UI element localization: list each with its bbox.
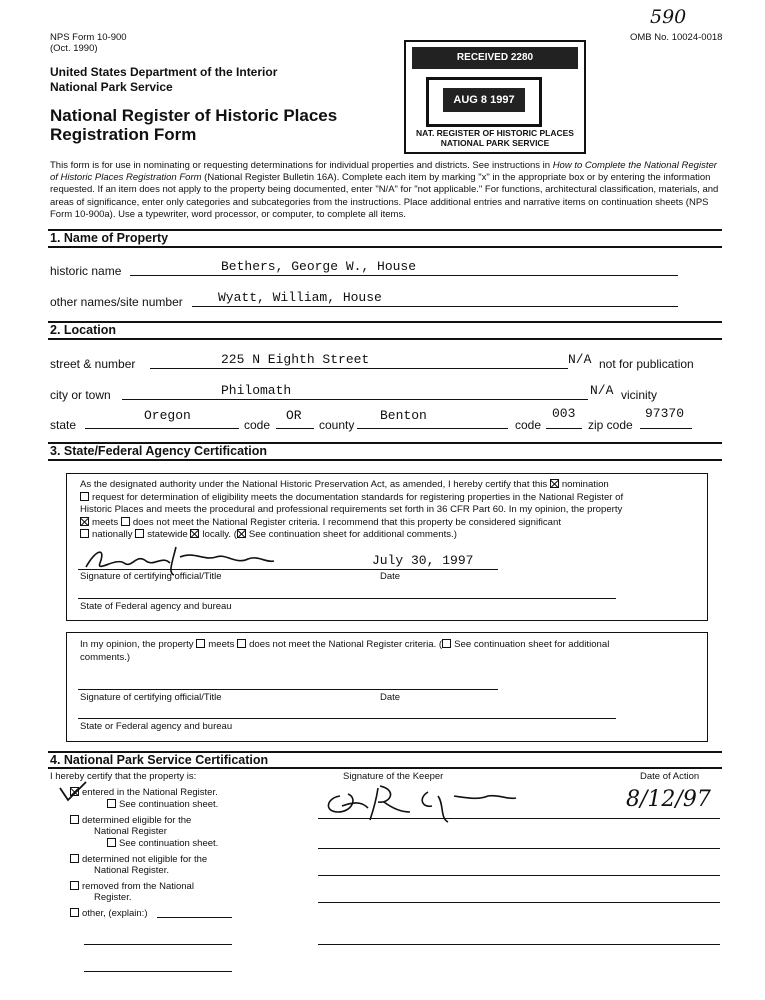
keeper-signature-label: Signature of the Keeper xyxy=(343,771,444,782)
op-agency-label: State or Federal agency and bureau xyxy=(80,721,233,732)
form-number: NPS Form 10-900 xyxy=(50,32,127,43)
keeper-line-5 xyxy=(318,944,720,945)
zip-value[interactable]: 97370 xyxy=(645,406,685,421)
cert-line3: Historic Places and meets the procedural and professional requirements set forth in 36 CFR Part 60. In my opinion, the property xyxy=(80,504,623,516)
form-title-line2: Registration Form xyxy=(50,125,197,144)
stamp-date: AUG 8 1997 xyxy=(443,88,525,112)
cert-continuation-checkbox[interactable] xyxy=(237,529,246,538)
section3-rule-bottom xyxy=(48,459,722,461)
entered-option xyxy=(70,787,218,798)
stamp-received: RECEIVED 2280 xyxy=(412,47,578,69)
cert-nomination: nomination xyxy=(561,479,609,490)
meets-checkbox[interactable] xyxy=(80,517,89,526)
eligible-continuation xyxy=(107,838,218,849)
eligible-label-1: determined eligible for the xyxy=(82,815,192,826)
intro-text-2: (National Register Bulletin 16A). Complete each item by marking "x" in the appropriate box or by entering the information requested. If an item does not apply to the property being documented, enter "N/A" for "not applicable." For functions, architectural classification, materials, and areas of significance, enter only categories and subcategories from the instructions. Place additional entries and narrative items on continuation sheets (NPS Form 10-900a). Use a typewriter, word processor, or computer, to complete all items. xyxy=(50,172,719,220)
county-line xyxy=(357,428,508,429)
form-date: (Oct. 1990) xyxy=(50,43,98,54)
eligible-checkbox[interactable] xyxy=(70,815,79,824)
cert-line2: request for determination of eligibility meets the documentation standards for registering properties in the National Register of xyxy=(92,491,624,503)
keeper-line-4 xyxy=(318,902,720,903)
cert-line1: As the designated authority under the National Historic Preservation Act, as amended, I hereby certify that this xyxy=(80,479,548,490)
section2-rule-bottom xyxy=(48,338,722,340)
county-label: county xyxy=(319,418,355,432)
not-eligible-checkbox[interactable] xyxy=(70,854,79,863)
cert-not-meets: does not meet the National Register criteria. I recommend that this property be considered significant xyxy=(132,516,562,528)
cert-statewide: statewide xyxy=(147,529,188,541)
county-code-value[interactable]: 003 xyxy=(552,406,576,421)
op-agency-line xyxy=(78,718,616,719)
omb-number: OMB No. 10024-0018 xyxy=(630,32,723,43)
intro-text-1: This form is for use in nominating or requesting determinations for individual properties and districts. See instructions in xyxy=(50,160,553,171)
cert-agency-line xyxy=(78,598,616,599)
nomination-checkbox[interactable] xyxy=(550,479,559,488)
locally-checkbox[interactable] xyxy=(190,529,199,538)
state-code-line xyxy=(276,428,314,429)
street-line xyxy=(150,368,568,369)
zip-label: zip code xyxy=(588,418,633,432)
county-code-line xyxy=(546,428,582,429)
op-not-meets: does not meet the National Register criteria. ( xyxy=(249,639,443,650)
eligible-continuation-checkbox[interactable] xyxy=(107,838,116,847)
keeper-line-1 xyxy=(318,818,720,819)
section2-rule-top xyxy=(48,321,722,323)
cert-signature-label: Signature of certifying official/Title xyxy=(80,571,222,582)
op-signature-label: Signature of certifying official/Title xyxy=(80,692,222,703)
intro-italic: How to Complete the National Register of Historic Places Registration Form xyxy=(50,160,717,184)
other-label: other, (explain:) xyxy=(82,908,148,919)
removed-label-2: Register. xyxy=(94,892,132,903)
department-name: United States Department of the Interior xyxy=(50,65,278,79)
other-names-label: other names/site number xyxy=(50,295,183,309)
entered-continuation xyxy=(107,799,218,810)
city-line xyxy=(122,399,588,400)
other-option xyxy=(70,908,147,919)
other-line-2 xyxy=(84,944,232,945)
service-name: National Park Service xyxy=(50,80,173,94)
section4-rule-bottom xyxy=(48,767,722,769)
op-meets: meets xyxy=(208,639,235,650)
cert-continuation: See continuation sheet for additional comments.) xyxy=(248,529,457,541)
cert-signature-line xyxy=(78,569,498,570)
cert-meets: meets xyxy=(92,516,119,528)
op-line2: comments.) xyxy=(80,651,131,663)
city-value[interactable]: Philomath xyxy=(221,383,292,398)
vicinity-mark[interactable]: N/A xyxy=(590,383,614,398)
county-value[interactable]: Benton xyxy=(380,408,427,423)
removed-option xyxy=(70,881,194,892)
not-for-publication-label: not for publication xyxy=(599,357,694,371)
removed-checkbox[interactable] xyxy=(70,881,79,890)
entered-label: entered in the National Register. xyxy=(82,787,218,798)
other-line-1 xyxy=(157,917,232,918)
other-line-3 xyxy=(84,971,232,972)
keeper-line-3 xyxy=(318,875,720,876)
op-not-meets-checkbox[interactable] xyxy=(237,639,246,648)
section2-title: 2. Location xyxy=(50,323,116,337)
stamp-service: NATIONAL PARK SERVICE xyxy=(440,138,550,148)
vicinity-label: vicinity xyxy=(621,388,658,402)
received-stamp xyxy=(404,40,586,154)
section3-title: 3. State/Federal Agency Certification xyxy=(50,444,267,458)
stamp-register: NAT. REGISTER OF HISTORIC PLACES xyxy=(416,128,574,138)
op-continuation: See continuation sheet for additional xyxy=(454,639,610,650)
other-names-value[interactable]: Wyatt, William, House xyxy=(218,290,382,305)
op-line1: In my opinion, the property xyxy=(80,639,194,650)
city-label: city or town xyxy=(50,388,111,402)
state-value[interactable]: Oregon xyxy=(144,408,191,423)
street-value[interactable]: 225 N Eighth Street xyxy=(221,352,370,367)
keeper-line-2 xyxy=(318,848,720,849)
cert-nationally: nationally xyxy=(92,529,133,541)
keeper-signature xyxy=(318,778,518,836)
stamp-inner-box xyxy=(426,77,542,127)
state-code-label: code xyxy=(244,418,271,432)
not-eligible-label-2: National Register. xyxy=(94,865,169,876)
certification-date[interactable]: July 30, 1997 xyxy=(372,553,474,568)
form-title-line1: National Register of Historic Places xyxy=(50,106,338,125)
state-code-value[interactable]: OR xyxy=(286,408,302,423)
date-of-action-value[interactable]: 8/12/97 xyxy=(626,787,711,812)
eligible-continuation-label: See continuation sheet. xyxy=(119,838,219,849)
other-checkbox[interactable] xyxy=(70,908,79,917)
eligible-option xyxy=(70,815,191,826)
op-signature-line xyxy=(78,689,498,690)
removed-label-1: removed from the National xyxy=(82,881,194,892)
op-date-label: Date xyxy=(380,692,401,703)
intro-paragraph xyxy=(50,160,720,221)
handwritten-number: 590 xyxy=(650,6,687,28)
not-eligible-option xyxy=(70,854,207,865)
eligible-label-2: National Register xyxy=(94,826,167,837)
certification-text xyxy=(80,479,698,542)
request-checkbox[interactable] xyxy=(80,492,89,501)
cert-agency-label: State of Federal agency and bureau xyxy=(80,601,232,612)
entered-continuation-checkbox[interactable] xyxy=(107,799,116,808)
historic-name-label: historic name xyxy=(50,264,122,278)
section1-rule-bottom xyxy=(48,246,722,248)
street-label: street & number xyxy=(50,357,136,371)
opinion-text xyxy=(80,639,698,664)
not-eligible-label-1: determined not eligible for the xyxy=(82,854,208,865)
handwritten-check-icon xyxy=(58,780,88,804)
entered-continuation-label: See continuation sheet. xyxy=(119,799,219,810)
op-continuation-checkbox[interactable] xyxy=(442,639,451,648)
statewide-checkbox[interactable] xyxy=(135,529,144,538)
not-meets-checkbox[interactable] xyxy=(121,517,130,526)
historic-name-line xyxy=(130,275,678,276)
other-names-line xyxy=(192,306,678,307)
state-label: state xyxy=(50,418,77,432)
zip-line xyxy=(640,428,692,429)
not-for-publication-mark[interactable]: N/A xyxy=(568,352,592,367)
cert-locally: locally. ( xyxy=(202,529,237,541)
state-line xyxy=(85,428,239,429)
keeper-certify-label: I hereby certify that the property is: xyxy=(50,771,197,782)
nationally-checkbox[interactable] xyxy=(80,529,89,538)
county-code-label: code xyxy=(515,418,542,432)
section1-title: 1. Name of Property xyxy=(50,231,169,245)
date-of-action-label: Date of Action xyxy=(640,771,700,782)
section4-title: 4. National Park Service Certification xyxy=(50,753,269,767)
cert-date-label: Date xyxy=(380,571,401,582)
historic-name-value[interactable]: Bethers, George W., House xyxy=(221,259,417,274)
op-meets-checkbox[interactable] xyxy=(196,639,205,648)
